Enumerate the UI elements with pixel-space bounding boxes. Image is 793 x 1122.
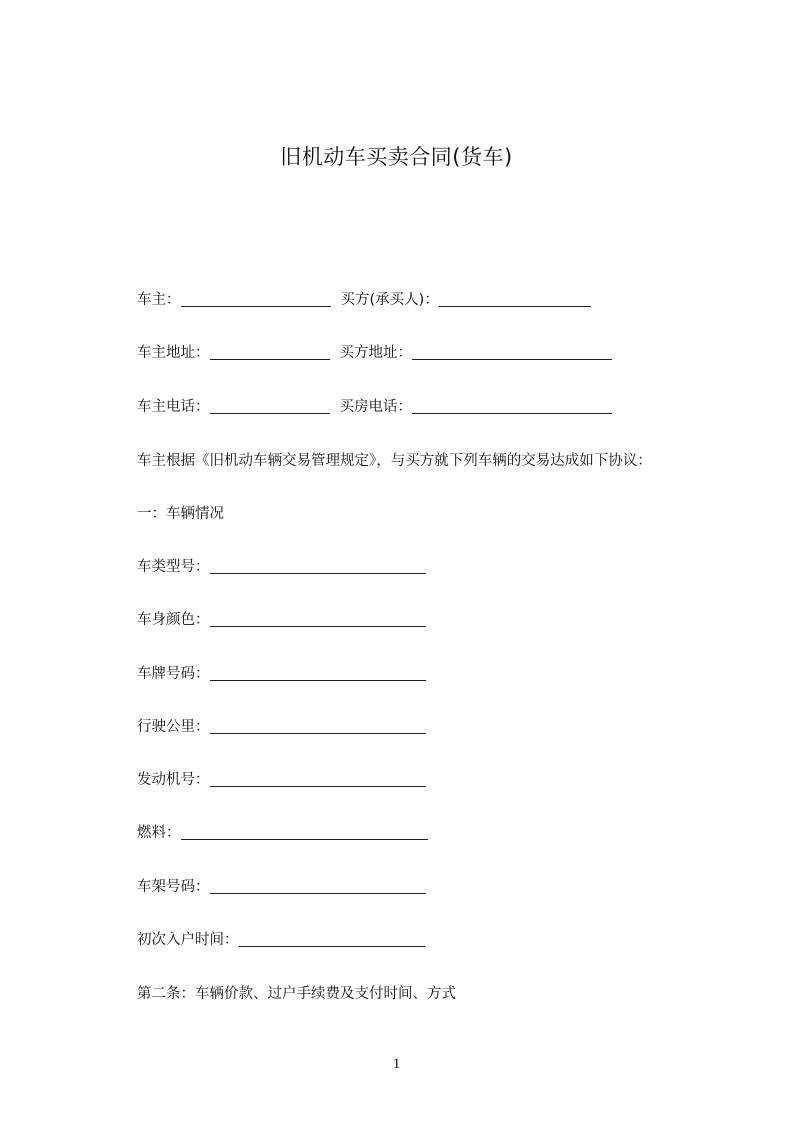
mileage-blank[interactable] [210, 719, 426, 734]
buyer-label: 买方(承买人)： [340, 292, 439, 308]
owner-label: 车主： [137, 292, 181, 308]
field-plate-number [137, 664, 426, 684]
fuel-blank[interactable] [181, 825, 428, 840]
field-engine-number [137, 770, 426, 790]
owner-address-label: 车主地址： [137, 345, 210, 361]
field-first-registration [137, 930, 425, 950]
address-row [137, 343, 612, 363]
section2-heading-text: 第二条：车辆价款、过户手续费及支付时间、方式 [137, 986, 456, 1002]
chassis-number-blank[interactable] [210, 879, 426, 894]
field-label: 车身颜色： [137, 612, 210, 628]
field-vehicle-model [137, 557, 426, 577]
buyer-phone-label: 买房电话： [339, 399, 412, 415]
field-label: 燃料： [137, 825, 181, 841]
buyer-phone-blank[interactable] [412, 399, 612, 414]
owner-phone-label: 车主电话： [137, 399, 210, 415]
intro-text: 车主根据《旧机动车辆交易管理规定》，与买方就下列车辆的交易达成如下协议： [137, 453, 652, 469]
owner-phone-blank[interactable] [210, 399, 330, 414]
field-label: 车架号码： [137, 879, 210, 895]
engine-number-blank[interactable] [210, 772, 426, 787]
field-mileage [137, 717, 426, 737]
page-number: 1 [392, 1056, 401, 1072]
section1-heading [137, 504, 224, 524]
vehicle-model-blank[interactable] [210, 559, 426, 574]
buyer-blank[interactable] [439, 292, 591, 307]
owner-buyer-row [137, 290, 591, 310]
buyer-address-label: 买方地址： [339, 345, 412, 361]
section1-heading-text: 一：车辆情况 [137, 506, 224, 522]
field-label: 初次入户时间： [137, 932, 239, 948]
field-chassis-number [137, 877, 426, 897]
field-fuel [137, 823, 428, 843]
plate-number-blank[interactable] [210, 666, 426, 681]
first-registration-blank[interactable] [239, 932, 425, 947]
field-label: 车类型号： [137, 559, 210, 575]
owner-address-blank[interactable] [210, 345, 330, 360]
field-label: 车牌号码： [137, 666, 210, 682]
phone-row [137, 397, 612, 417]
buyer-address-blank[interactable] [412, 345, 612, 360]
body-color-blank[interactable] [210, 612, 426, 627]
field-label: 行驶公里： [137, 719, 210, 735]
field-label: 发动机号： [137, 772, 210, 788]
document-title: 旧机动车买卖合同(货车) [280, 145, 513, 169]
intro-paragraph [137, 451, 652, 471]
section2-heading [137, 984, 456, 1004]
owner-blank[interactable] [181, 292, 331, 307]
field-body-color [137, 610, 426, 630]
